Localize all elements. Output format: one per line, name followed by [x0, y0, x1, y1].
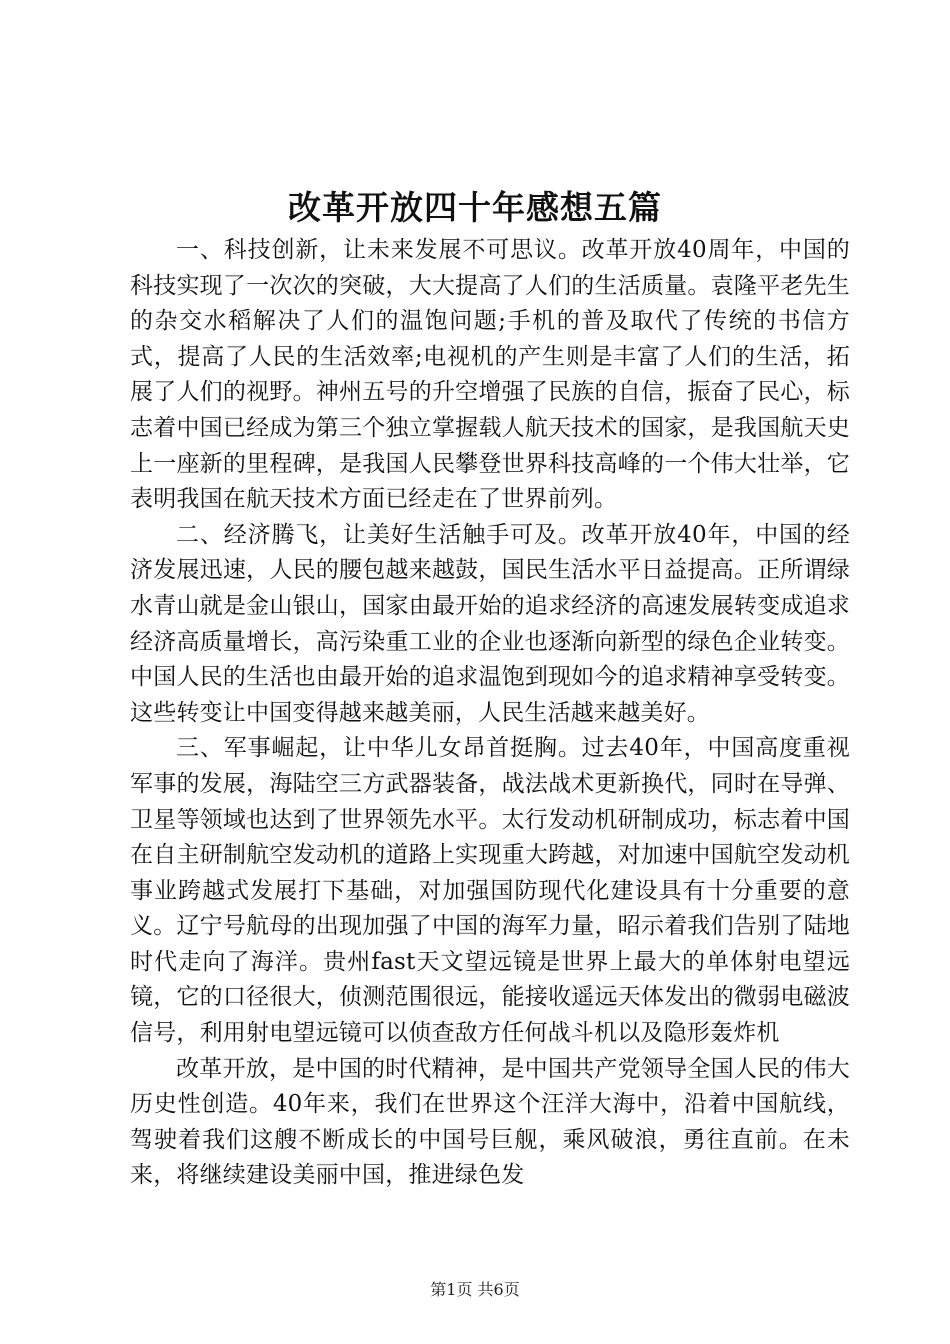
paragraph-science: 一、科技创新，让未来发展不可思议。改革开放40周年，中国的科技实现了一次次的突破，大大提高了人们的生活质量。袁隆平老先生的杂交水稻解决了人们的温饱问题;手机的普及取代了传统的书信方式，提高了人民的生活效率;电视机的产生则是丰富了人们的生活，拓展了人们的视野。神州五号的升空增强了民族的自信，振奋了民心，标志着中国已经成为第三个独立掌握载人航天技术的国家，是我国航天史上一座新的里程碑，是我国人民攀登世界科技高峰的一个伟大壮举，它表明我国在航天技术方面已经走在了世界前列。 [130, 237, 850, 513]
paragraph-reform: 改革开放，是中国的时代精神，是中国共产党领导全国人民的伟大历史性创造。40年来，我们在世界这个汪洋大海中，沿着中国航线，驾驶着我们这艘不断成长的中国号巨舰，乘风破浪，勇往直前。在未来，将继续建设美丽中国，推进绿色发 [130, 1055, 850, 1189]
document-body [130, 233, 850, 1194]
paragraph-economy: 二、经济腾飞，让美好生活触手可及。改革开放40年，中国的经济发展迅速，人民的腰包越来越鼓，国民生活水平日益提高。正所谓绿水青山就是金山银山，国家由最开始的追求经济的高速发展转变成追求经济高质量增长，高污染重工业的企业也逐渐向新型的绿色企业转变。中国人民的生活也由最开始的追求温饱到现如今的追求精神享受转变。这些转变让中国变得越来越美丽，人民生活越来越美好。 [130, 521, 850, 726]
page-number-footer: 第1页 共6页 [430, 1280, 520, 1299]
document-title: 改革开放四十年感想五篇 [288, 188, 662, 227]
paragraph-military: 三、军事崛起，让中华儿女昂首挺胸。过去40年，中国高度重视军事的发展，海陆空三方武器装备，战法战术更新换代，同时在导弹、卫星等领域也达到了世界领先水平。太行发动机研制成功，标志着中国在自主研制航空发动机的道路上实现重大跨越，对加速中国航空发动机事业跨越式发展打下基础，对加强国防现代化建设具有十分重要的意义。辽宁号航母的出现加强了中国的海军力量，昭示着我们告别了陆地时代走向了海洋。贵州fast天文望远镜是世界上最大的单体射电望远镜，它的口径很大，侦测范围很远，能接收遥远天体发出的微弱电磁波信号，利用射电望远镜可以侦查敌方任何战斗机以及隐形轰炸机 [130, 735, 850, 1047]
